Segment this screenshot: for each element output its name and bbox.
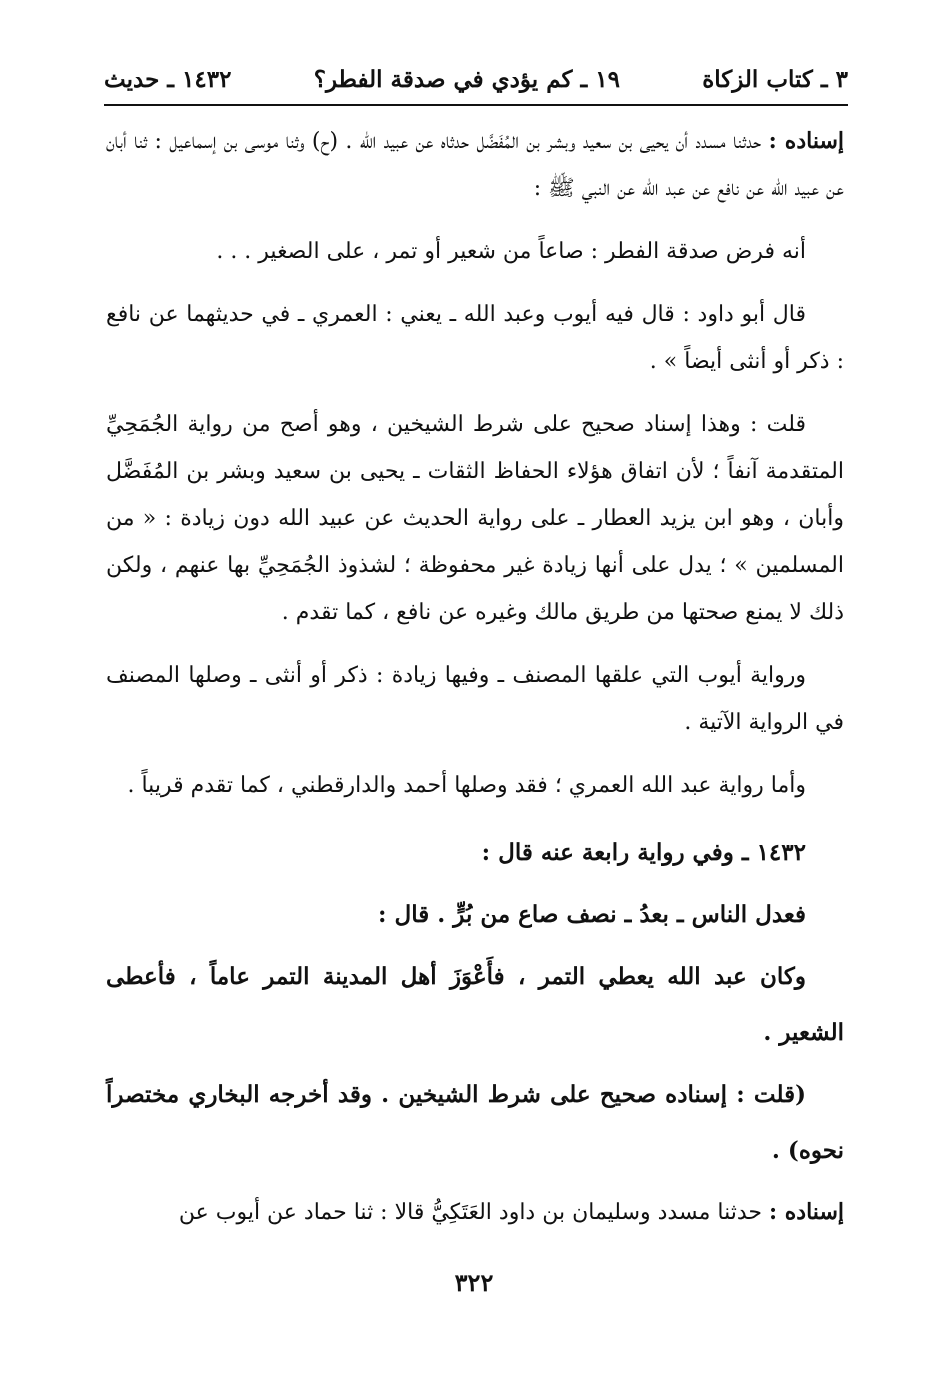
hadith-heading: ١٤٣٢ ـ وفي رواية رابعة عنه قال : xyxy=(481,839,806,866)
isnad-text: حدثنا مسدد وسليمان بن داود العَتَكِيُّ قالا : ثنا حماد عن أيوب عن xyxy=(178,1200,769,1225)
header-chapter-title: ١٩ ـ كم يؤدي في صدقة الفطر؟ xyxy=(313,65,620,93)
isnad-paragraph-1 xyxy=(106,118,844,212)
page-body xyxy=(106,118,844,1252)
header-divider xyxy=(104,104,848,106)
grading-paragraph: (قلت : إسناده صحيح على شرط الشيخين . وقد أخرجه البخاري مختصراً نحوه) . xyxy=(106,1081,844,1164)
running-header xyxy=(104,58,848,100)
isnad-label: إسناده : xyxy=(768,128,844,154)
page-number: ٣٢٢ xyxy=(454,1268,494,1297)
header-book-title: ٣ ـ كتاب الزكاة xyxy=(702,65,848,93)
hadith-text-paragraph: أنه فرض صدقة الفطر : صاعاً من شعير أو تمر ، على الصغير . . . xyxy=(216,239,806,264)
hadith-matn-line-2: وكان عبد الله يعطي التمر ، فأَعْوَزَ أهل المدينة التمر عاماً ، فأعطى الشعير . xyxy=(106,963,844,1046)
isnad-label: إسناده : xyxy=(769,1199,844,1225)
commentary-paragraph-1: قلت : وهذا إسناد صحيح على شرط الشيخين ، وهو أصح من رواية الجُمَحِيِّ المتقدمة آنفاً ؛ لأن اتفاق هؤلاء الحفاظ الثقات ـ يحيى بن سعيد وبشر بن المُفَضَّل وأبان ، وهو ابن يزيد العطار ـ على رواية الحديث عن عبيد الله دون زيادة : « من المسلمين » ؛ يدل على أنها زيادة غير محفوظة ؛ لشذوذ الجُمَحِيِّ بها عنهم ، ولكن ذلك لا يمنع صحتها من طريق مالك وغيره عن نافع ، كما تقدم . xyxy=(106,412,844,625)
commentary-paragraph-2: ورواية أيوب التي علقها المصنف ـ وفيها زيادة : ذكر أو أنثى ـ وصلها المصنف في الرواية الآتية . xyxy=(106,663,844,735)
commentary-paragraph-3: وأما رواية عبد الله العمري ؛ فقد وصلها أحمد والدارقطني ، كما تقدم قريباً . xyxy=(127,773,806,798)
isnad-paragraph-2 xyxy=(106,1189,844,1236)
header-hadith-number: ١٤٣٢ ـ حديث xyxy=(104,65,232,93)
hadith-matn-line-1: فعدل الناس ـ بعدُ ـ نصف صاع من بُرٍّ . قال : xyxy=(378,901,806,928)
abu-dawud-comment-paragraph: قال أبو داود : قال فيه أيوب وعبد الله ـ يعني : العمري ـ في حديثهما عن نافع : ذكر أو أنثى أيضاً » . xyxy=(106,302,844,374)
isnad-text: حدثنا مسدد أن يحيى بن سعيد وبشر بن المُفَضَّل حدثاه عن عبيد الله . (ح) وثنا موسى بن إسماعيل : ثنا أبان عن عبيد الله عن نافع عن عبد الله عن النبي ﷺ : xyxy=(106,129,844,201)
